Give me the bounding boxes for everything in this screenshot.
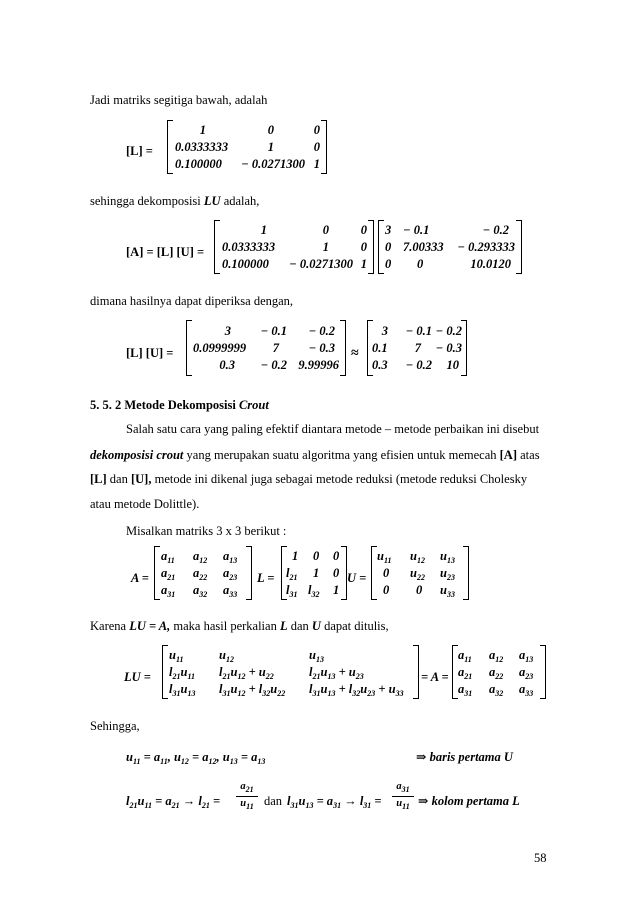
LU-product-matrix [186,321,346,375]
matrix-cell: 1 [360,257,367,271]
matrix-cell: $l_{32}$ [308,583,320,599]
matrix-cell: $l_{31}u_{13} + l_{32}u_{23} + u_{33}$ [309,682,404,698]
numerator: $a_{31}$ [396,781,410,794]
text: Crout [238,398,269,412]
matrix-cell: $l_{31}u_{12} + l_{32}u_{22}$ [219,682,286,698]
matrix-cell: $u_{13}$ [440,549,455,565]
matrix-cell: $a_{13}$ [519,648,534,664]
text: L [279,619,288,633]
matrix-cell: $a_{22}$ [193,566,208,582]
matrix-cell: $u_{22}$ [410,566,425,582]
matrix-cell: $a_{12}$ [489,648,504,664]
matrix-cell: 3 [224,324,231,338]
matrix-cell: 0 [360,240,367,254]
A-symbolic-matrix [154,547,252,599]
matrix-cell: 0 [313,140,320,154]
matrix-cell: 0.0999999 [193,341,247,355]
matrix-cell: $a_{22}$ [489,665,504,681]
text: [L] [90,472,107,486]
matrix-cell: − 0.2 [435,324,462,338]
matrix-cell: $l_{31}u_{13}$ [169,682,196,698]
L-matrix-2 [214,221,374,273]
matrix-cell: 1 [313,566,320,580]
matrix-cell: 0.0333333 [222,240,276,254]
text: sehingga dekomposisi [90,194,204,208]
matrix-cell: 0 [322,223,329,237]
U-matrix [378,221,522,273]
matrix-cell: $a_{21}$ [458,665,473,681]
matrix-cell: 0 [267,123,274,137]
check-intro: dimana hasilnya dapat diperiksa dengan, [90,294,294,308]
matrix-cell: − 0.2 [482,223,509,237]
para2: Misalkan matriks 3 x 3 berikut : [126,524,287,538]
matrix-cell: $a_{21}$ [161,566,176,582]
text: maka hasil perkalian [170,619,280,633]
matrix-cell: − 0.1 [403,223,430,237]
fraction-bar [392,796,414,797]
matrix-cell: 3 [385,223,392,237]
approx-sign: ≈ [351,346,359,361]
matrix-cell: 0.100000 [222,257,269,271]
matrix-cell: − 0.3 [308,341,335,355]
col1-note: ⇒ kolom pertama L [418,794,520,808]
matrix-cell: 0 [385,257,392,271]
matrix-cell: $a_{11}$ [458,648,472,664]
matrix-cell: 1 [199,123,206,137]
page-number: 58 [534,851,547,865]
text: LU [203,194,221,208]
matrix-cell: 0 [416,583,423,597]
L-matrix [167,121,327,173]
karena-text [90,620,389,633]
text: LU = A, [129,619,171,633]
para1-line1: Salah satu cara yang paling efektif diantara metode – metode perbaikan ini disebut [126,422,540,436]
eqA-sym: = A = [421,670,449,684]
matrix-cell: 9.99996 [298,358,339,372]
matrix-cell: 0 [333,566,340,580]
matrix-cell: $u_{23}$ [440,566,455,582]
A-original-matrix [367,321,467,375]
matrix-cell: 0 [313,123,320,137]
matrix-cell: 0 [383,583,390,597]
matrix-cell: 0.0333333 [175,140,229,154]
text: 5. 5. 2 Metode Dekomposisi [90,398,239,412]
matrix-cell: $u_{33}$ [440,583,455,599]
matrix-cell: 10 [446,358,459,372]
matrix-cell: − 0.1 [405,324,432,338]
text: [A] [499,448,517,462]
matrix-cell: $l_{21}u_{13} + u_{23}$ [309,665,364,681]
numerator: $a_{21}$ [240,781,254,794]
para1-line4: atau metode Dolittle). [90,497,200,511]
text: [U], [130,472,152,486]
matrix-cell: 0 [417,257,424,271]
para1-line3 [90,473,527,486]
fraction-l21 [236,782,258,811]
text: adalah, [220,194,260,208]
matrix-cell: 0 [360,223,367,237]
A-sym: A = [131,571,149,585]
col1-eq-part1: $l_{21}u_{11} = a_{21} \to l_{21}$ = [126,794,221,810]
dan-text: dan [264,794,283,808]
matrix-cell: $u_{12}$ [219,648,234,664]
matrix-cell: − 0.293333 [457,240,515,254]
matrix-cell: 1 [267,140,274,154]
L-sym: L = [257,571,275,585]
text: dan [287,619,312,633]
fraction-bar [236,796,258,797]
LU-sym: LU = [124,670,151,684]
fraction-l31 [392,782,414,811]
matrix-cell: $a_{13}$ [223,549,238,565]
text: dapat ditulis, [320,619,389,633]
matrix-cell: − 0.0271300 [289,257,353,271]
matrix-cell: − 0.2 [260,358,287,372]
matrix-cell: $l_{31}$ [286,583,298,599]
A-label: [A] = [L] [U] = [126,245,205,259]
matrix-cell: − 0.2 [405,358,432,372]
text: dan [106,472,131,486]
matrix-cell: $a_{23}$ [223,566,238,582]
matrix-cell: 1 [260,223,267,237]
lu-intro [90,195,259,208]
intro-text: Jadi matriks segitiga bawah, adalah [90,93,268,107]
text: yang merupakan suatu algoritma yang efisien untuk memecah [183,448,500,462]
matrix-cell: $a_{33}$ [223,583,238,599]
matrix-cell: $a_{31}$ [458,682,473,698]
row1-note: ⇒ baris pertama U [416,750,513,764]
A-symbolic-matrix-2 [452,646,546,698]
matrix-cell: 3 [381,324,388,338]
text: atas [517,448,540,462]
matrix-cell: $l_{21}u_{11}$ [169,665,195,681]
L-symbolic-matrix [281,547,347,599]
text: U [311,619,321,633]
matrix-cell: $l_{21}$ [286,566,298,582]
matrix-cell: − 0.2 [308,324,335,338]
matrix-cell: $l_{21}u_{12} + u_{22}$ [219,665,274,681]
matrix-cell: 0.3 [372,358,388,372]
L-label: [L] = [126,144,153,158]
matrix-cell: $u_{11}$ [169,648,184,664]
para1-line2 [90,449,540,462]
text: dekomposisi crout [90,448,184,462]
matrix-cell: 1 [313,157,320,171]
matrix-cell: 0 [383,566,390,580]
matrix-cell: 0 [385,240,392,254]
matrix-cell: 7 [272,341,279,355]
matrix-cell: $a_{32}$ [193,583,208,599]
sehingga-text: Sehingga, [90,719,140,733]
LU-label: [L] [U] = [126,346,174,360]
matrix-cell: 1 [292,549,299,563]
matrix-cell: 10.0120 [470,257,511,271]
text: metode ini dikenal juga sebagai metode reduksi (metode reduksi Cholesky [151,472,528,486]
matrix-cell: $u_{11}$ [377,549,392,565]
matrix-cell: $a_{33}$ [519,682,534,698]
matrix-cell: $u_{13}$ [309,648,324,664]
matrix-cell: 0 [313,549,320,563]
col1-eq-part2: $l_{31}u_{13} = a_{31} \to l_{31}$ = [287,794,382,810]
matrix-cell: 0.1 [372,341,388,355]
matrix-cell: 0.100000 [175,157,222,171]
LU-expanded-matrix [162,646,419,698]
section-heading [90,399,269,412]
matrix-cell: $a_{32}$ [489,682,504,698]
matrix-cell: $a_{11}$ [161,549,175,565]
row1-equations: $u_{11} = a_{11}$, $u_{12} = a_{12}$, $u_{13} = a_{13}$ [126,750,266,766]
U-symbolic-matrix [371,547,469,599]
text: Karena [90,619,130,633]
U-sym: U = [347,571,367,585]
matrix-cell: 0 [333,549,340,563]
denominator: $u_{11}$ [396,798,410,811]
matrix-cell: − 0.3 [435,341,462,355]
matrix-cell: 7.00333 [403,240,444,254]
matrix-cell: 7 [414,341,421,355]
denominator: $u_{11}$ [240,798,254,811]
matrix-cell: − 0.1 [260,324,287,338]
matrix-cell: 0.3 [219,358,235,372]
matrix-cell: $a_{31}$ [161,583,176,599]
matrix-cell: − 0.0271300 [241,157,305,171]
matrix-cell: 1 [333,583,340,597]
matrix-cell: $a_{23}$ [519,665,534,681]
matrix-cell: $a_{12}$ [193,549,208,565]
matrix-cell: 1 [322,240,329,254]
matrix-cell: $u_{12}$ [410,549,425,565]
